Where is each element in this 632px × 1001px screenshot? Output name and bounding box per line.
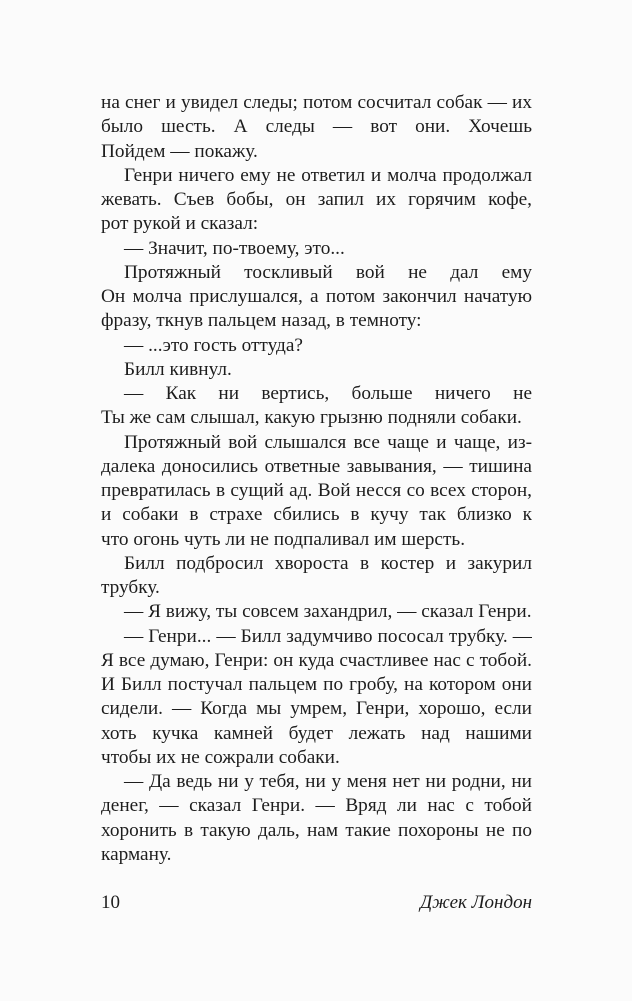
text-line: рот рукой и сказал:: [101, 213, 259, 235]
text-line: Билл кивнул.: [124, 358, 232, 380]
text-line: карману.: [101, 843, 172, 865]
text-line: сидели. — Когда мы умрем, Генри, хорошо, если: [101, 698, 532, 720]
text-line: Протяжный тоскливый вой не дал ему: [124, 261, 532, 283]
body-text: [101, 91, 532, 867]
text-line: денег, — сказал Генри. — Вряд ли нас с тобой: [101, 795, 532, 817]
text-line: Билл подбросил хвороста в костер и закурил: [124, 552, 532, 574]
text-line: жевать. Съев бобы, он запил их горячим кофе,: [101, 189, 532, 210]
running-footer-author: Джек Лондон: [420, 892, 532, 913]
text-line: И Билл постучал пальцем по гробу, на котором они: [101, 674, 532, 695]
text-line: Протяжный вой слышался все чаще и чаще, из-: [124, 431, 532, 453]
text-line: — Я вижу, ты совсем захандрил, — сказал Генри.: [124, 601, 532, 623]
text-line: превратилась в сущий ад. Вой несся со всех сторон,: [101, 480, 532, 501]
text-line: Я все думаю, Генри: он куда счастливее нас с тобой.: [101, 649, 532, 671]
text-line: хоть кучка камней будет лежать над нашими: [101, 722, 532, 744]
text-line: на снег и увидел следы; потом сосчитал собак — их: [101, 92, 532, 113]
text-line: Он молча прислушался, а потом закончил начатую: [101, 286, 532, 307]
text-line: Пойдем — покажу.: [101, 140, 258, 162]
text-line: далека доносились ответные завывания, — тишина: [101, 455, 532, 477]
text-line: хоронить в такую даль, нам такие похороны не по: [101, 819, 532, 841]
text-line: чтобы их не сожрали собаки.: [101, 746, 340, 768]
text-line: — Генри... — Билл задумчиво пососал трубку. —: [124, 625, 532, 647]
text-line: и собаки в страхе сбились в кучу так близко к: [101, 504, 532, 526]
text-line: Ты же сам слышал, какую грызню подняли собаки.: [101, 407, 522, 429]
page-footer: [101, 892, 532, 918]
text-line: — Как ни вертись, больше ничего не: [124, 383, 532, 404]
text-line: — ...это гость оттуда?: [124, 334, 303, 356]
text-line: фразу, ткнув пальцем назад, в темноту:: [101, 310, 422, 332]
page-number: 10: [101, 892, 120, 913]
text-line: — Значит, по-твоему, это...: [124, 237, 345, 259]
text-line: — Да ведь ни у тебя, ни у меня нет ни родни, ни: [124, 771, 532, 792]
text-line: Генри ничего ему не ответил и молча продолжал: [124, 164, 532, 186]
text-line: было шесть. А следы — вот они. Хочешь: [101, 116, 532, 138]
text-line: что огонь чуть ли не подпаливал им шерсть.: [101, 528, 466, 550]
text-line: трубку.: [101, 577, 160, 598]
